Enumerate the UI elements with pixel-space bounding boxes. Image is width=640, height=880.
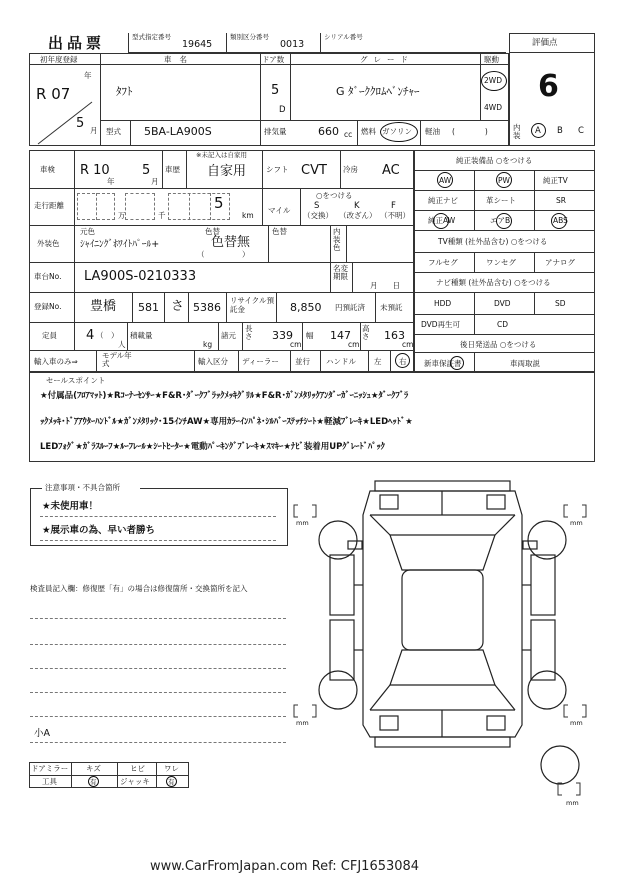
tread-front-left-mm: mm: [296, 519, 309, 527]
color-code-label: 色替: [272, 227, 287, 236]
car-name: ﾀﾌﾄ: [116, 85, 133, 98]
interior-c: C: [578, 126, 584, 136]
notes-line-2: ★展示車の為、早い者勝ち: [42, 525, 156, 536]
record-book: 車両取説: [510, 359, 540, 368]
reg-kana: さ: [171, 299, 185, 314]
height-label: 高さ: [362, 324, 370, 342]
diagonal-slash: [32, 100, 100, 146]
equip-aw: AW: [439, 176, 452, 185]
sales-line-1: ★付属品(ﾌﾛｱﾏｯﾄ)★Rｺｰﾅｰｾﾝｻｰ★F&R･ﾀﾞｰｸﾌﾞﾗｯｸﾒｯｷｸﾞﾘﾙ★F&R･ｶﾞﾝﾒﾀﾘｯｸｱﾝﾀﾞｰｶﾞｰﾆｯｼｭ★ﾀﾞｰｸﾌﾞﾗ: [40, 391, 409, 401]
equip-std-navi: 純正ナビ: [428, 196, 458, 205]
capacity-label: 定員: [42, 331, 57, 340]
equip-airbag: エアB: [490, 216, 511, 225]
tread-spare-mm: mm: [566, 799, 579, 807]
new-warranty: 新車保証書: [424, 359, 462, 368]
mile-label: マイル: [268, 206, 291, 215]
ac-value: AC: [382, 163, 400, 178]
later-header: 後日発送品 ○をつける: [460, 340, 537, 349]
category-label: 類別区分番号: [230, 33, 269, 41]
height-value: 163: [384, 329, 405, 342]
notes-label: 注意事項・不具合箇所: [45, 483, 120, 492]
sales-line-2: ｯｸﾒｯｷ･ﾄﾞｱｱｳﾀｰﾊﾝﾄﾞﾙ★ｶﾞﾝﾒﾀﾘｯｸ･15ｲﾝﾁAW★専用ｶﾗｰｲﾝﾊﾟﾈ･ｼﾙﾊﾞｰｽﾃｯﾁｼｰﾄ★軽減ﾌﾞﾚｰｷ★LEDﾍｯﾄﾞ★: [40, 417, 413, 427]
navi-header: ナビ種類 (社外品含む) ○をつける: [436, 278, 551, 287]
equip-sr: SR: [556, 196, 566, 205]
sales-line-3: LEDﾌｫｸﾞ★ｶﾞﾗｽﾙｰﾌ★ﾙｰﾌﾚｰﾙ★ｼｰﾄﾋｰﾀｰ★電動ﾊﾟｰｷﾝｸﾞﾌﾞﾚｰｷ★ｽﾏｷｰ★ﾅﾋﾞ装着用UPｸﾞﾚｰﾄﾞﾊﾟｯｸ: [40, 442, 385, 452]
capacity-value: 4: [86, 328, 95, 343]
original-color: ｼｬｲﾆﾝｸﾞﾎﾜｲﾄﾊﾟｰﾙ+: [80, 239, 160, 250]
fuel-gas: ガソリン: [382, 127, 412, 136]
first-reg-month: 5: [76, 116, 85, 131]
interior-a: A: [535, 126, 541, 136]
length-label: 長さ: [245, 324, 253, 342]
tread-front-right-mm: mm: [570, 519, 583, 527]
category-value: 0013: [280, 39, 305, 50]
reg-class: 581: [138, 301, 159, 314]
car-name-label: 車名: [164, 55, 195, 64]
model-year-label: モデル年式: [102, 351, 132, 368]
mileage-label: 走行距離: [34, 201, 64, 210]
color-change-value: 色替無: [211, 235, 251, 250]
reg-number: 5386: [193, 301, 221, 314]
import-class-label: 輸入区分: [198, 357, 228, 366]
type-cert-value: 19645: [182, 39, 213, 50]
shift-value: CVT: [301, 163, 327, 178]
grade-value: G ﾀﾞｰｸｸﾛﾑﾍﾞﾝﾁｬｰ: [336, 85, 420, 98]
doors-label: ドア数: [262, 55, 285, 64]
score-value: 6: [538, 69, 559, 104]
equip-std-aw: 純正AW: [428, 216, 456, 225]
displacement-label: 排気量: [264, 127, 287, 136]
shaken-month: 5: [142, 163, 151, 178]
tread-rear-left-mm: mm: [296, 719, 309, 727]
inspector-note: 小A: [34, 728, 50, 739]
interior-b: B: [557, 126, 563, 136]
reg-city: 豊橋: [90, 299, 117, 314]
length-value: 339: [272, 329, 293, 342]
dims-label: 諸元: [221, 331, 236, 340]
shaken-label: 車検: [40, 165, 55, 174]
history-label: 車歴: [165, 165, 180, 174]
history-value: 自家用: [207, 164, 247, 179]
model-value: 5BA-LA900S: [144, 125, 212, 138]
interior-color-label: 内装色: [333, 227, 341, 252]
chassis-value: LA900S-0210333: [84, 269, 197, 284]
handle-label: ハンドル: [326, 357, 356, 366]
reg-label: 登録No.: [34, 302, 62, 311]
name-change-label: 名変期限: [333, 264, 348, 282]
type-cert-label: 型式指定番号: [132, 33, 171, 41]
ac-label: 冷房: [343, 165, 358, 174]
first-reg-year: R 07: [36, 85, 71, 103]
width-value: 147: [330, 329, 351, 342]
equip-pw: PW: [498, 176, 510, 185]
shaken-year: R 10: [80, 163, 110, 178]
score-label: 評価点: [532, 38, 558, 48]
door-type: D: [279, 105, 286, 115]
interior-label: 内装: [513, 123, 521, 140]
drive-label: 駆動: [484, 55, 499, 64]
width-label: 幅: [306, 331, 314, 340]
inspector-label: 検査員記入欄：修復歴「有」の場合は修復箇所・交換箇所を記入: [30, 584, 248, 593]
sheet-title: 出品票: [48, 34, 106, 52]
history-note: ※未記入は自家用: [196, 151, 247, 159]
exterior-label: 外装色: [37, 239, 60, 248]
tv-header: TV種類 (社外品含む) ○をつける: [438, 237, 548, 246]
shift-label: シフト: [266, 165, 289, 174]
drive-2wd: 2WD: [484, 76, 502, 85]
fuel-diesel: 軽油: [425, 127, 440, 136]
equip-abs: ABS: [553, 216, 568, 225]
mileage-last-digit: 5: [214, 194, 224, 212]
drive-4wd: 4WD: [484, 103, 502, 112]
fuel-label: 燃料: [361, 127, 376, 136]
recycle-value: 8,850: [290, 301, 322, 314]
recycle-not-deposited: 未預託: [380, 303, 403, 312]
grade-label: グレード: [360, 55, 414, 64]
displacement-value: 660: [318, 125, 339, 138]
sales-points-label: セールスポイント: [46, 376, 106, 385]
model-label: 型式: [106, 127, 121, 136]
notes-line-1: ★未使用車！: [42, 501, 99, 512]
tread-rear-right-mm: mm: [570, 719, 583, 727]
load-label: 積載量: [130, 331, 153, 340]
equip-std-tv: 純正TV: [543, 176, 568, 185]
first-reg-label: 初年度登録: [40, 55, 78, 64]
equip-leather: 革シート: [486, 196, 516, 205]
std-equip-header: 純正装備品 ○をつける: [456, 156, 533, 165]
handle-right: 右: [399, 357, 407, 366]
import-label: 輸入車のみ⇒: [34, 357, 78, 366]
recycle-label: リサイクル預託金: [230, 296, 274, 314]
doors-value: 5: [271, 83, 280, 98]
watermark: www.CarFromJapan.com Ref: CFJ1653084: [150, 859, 420, 874]
serial-label: シリアル番号: [324, 33, 363, 41]
chassis-label: 車台No.: [34, 272, 62, 281]
car-body-diagram: [290, 475, 595, 815]
